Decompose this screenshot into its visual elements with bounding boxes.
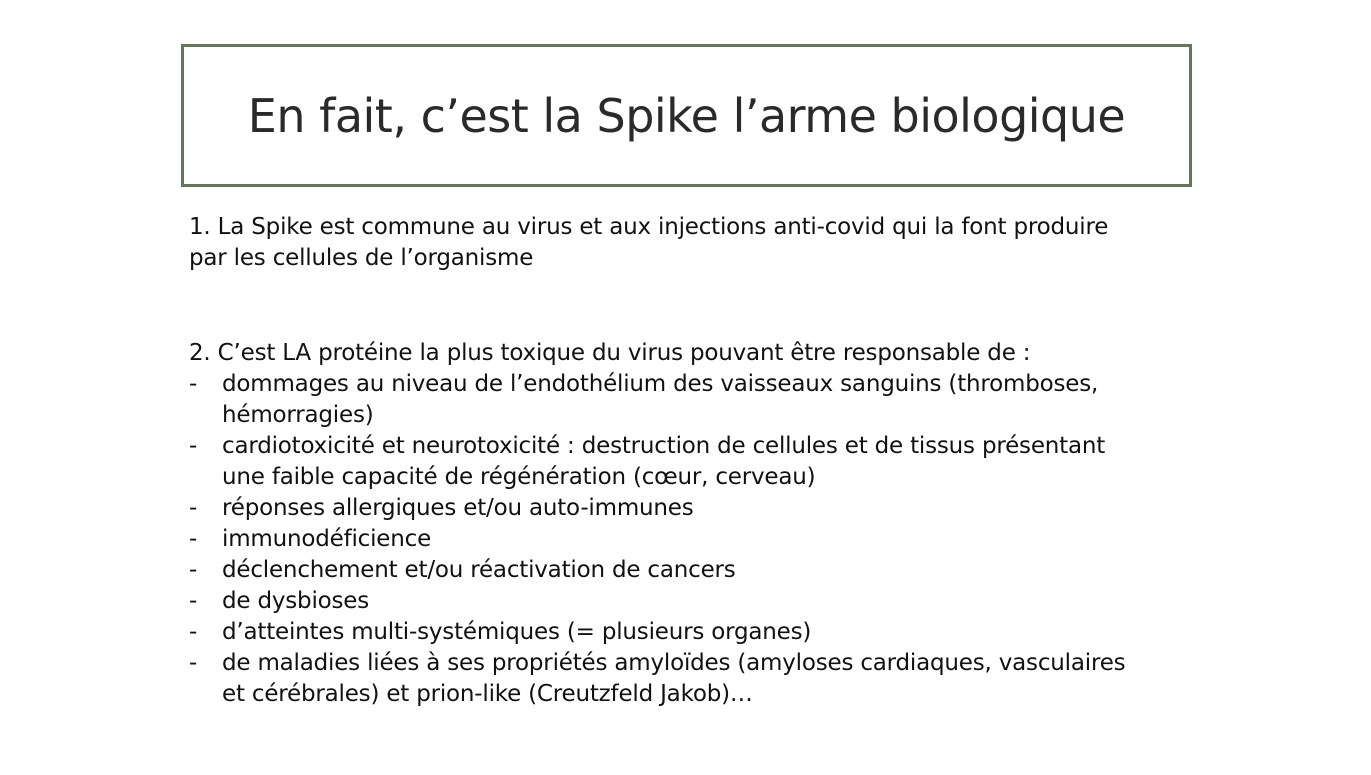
- effect-item: [189, 648, 1149, 710]
- dash-marker: -: [189, 371, 198, 397]
- title-box: [181, 44, 1192, 187]
- effect-item: [189, 431, 1149, 493]
- effect-item: [189, 555, 1149, 586]
- effects-list: [189, 369, 1149, 710]
- dash-marker: -: [189, 557, 198, 583]
- slide-title: En fait, c’est la Spike l’arme biologique: [247, 88, 1126, 143]
- dash-marker: -: [189, 526, 198, 552]
- slide-body: [189, 212, 1149, 710]
- effect-item: [189, 493, 1149, 524]
- effect-item: [189, 617, 1149, 648]
- dash-marker: -: [189, 650, 198, 676]
- effect-text: de dysbioses: [222, 588, 370, 614]
- effect-item: [189, 586, 1149, 617]
- effect-text: réponses allergiques et/ou auto-immunes: [222, 495, 694, 521]
- dash-marker: -: [189, 619, 198, 645]
- effect-text: de maladies liées à ses propriétés amyloïdes (amyloses cardiaques, vasculaires et cérébrales) et prion-like (Creutzfeld Jakob)…: [222, 650, 1126, 707]
- dash-marker: -: [189, 588, 198, 614]
- effect-text: dommages au niveau de l’endothélium des vaisseaux sanguins (thromboses, hémorragies): [222, 371, 1099, 428]
- effect-text: d’atteintes multi-systémiques (= plusieurs organes): [222, 619, 812, 645]
- effect-text: cardiotoxicité et neurotoxicité : destruction de cellules et de tissus présentant une faible capacité de régénération (cœur, cerveau): [222, 433, 1106, 490]
- effect-text: immunodéficience: [222, 526, 432, 552]
- effect-item: [189, 369, 1149, 431]
- point-1-text: 1. La Spike est commune au virus et aux injections anti-covid qui la font produire par les cellules de l’organisme: [189, 214, 1109, 271]
- effect-item: [189, 524, 1149, 555]
- dash-marker: -: [189, 495, 198, 521]
- dash-marker: -: [189, 433, 198, 459]
- effect-text: déclenchement et/ou réactivation de cancers: [222, 557, 736, 583]
- point-2-intro: 2. C’est LA protéine la plus toxique du virus pouvant être responsable de :: [189, 340, 1031, 366]
